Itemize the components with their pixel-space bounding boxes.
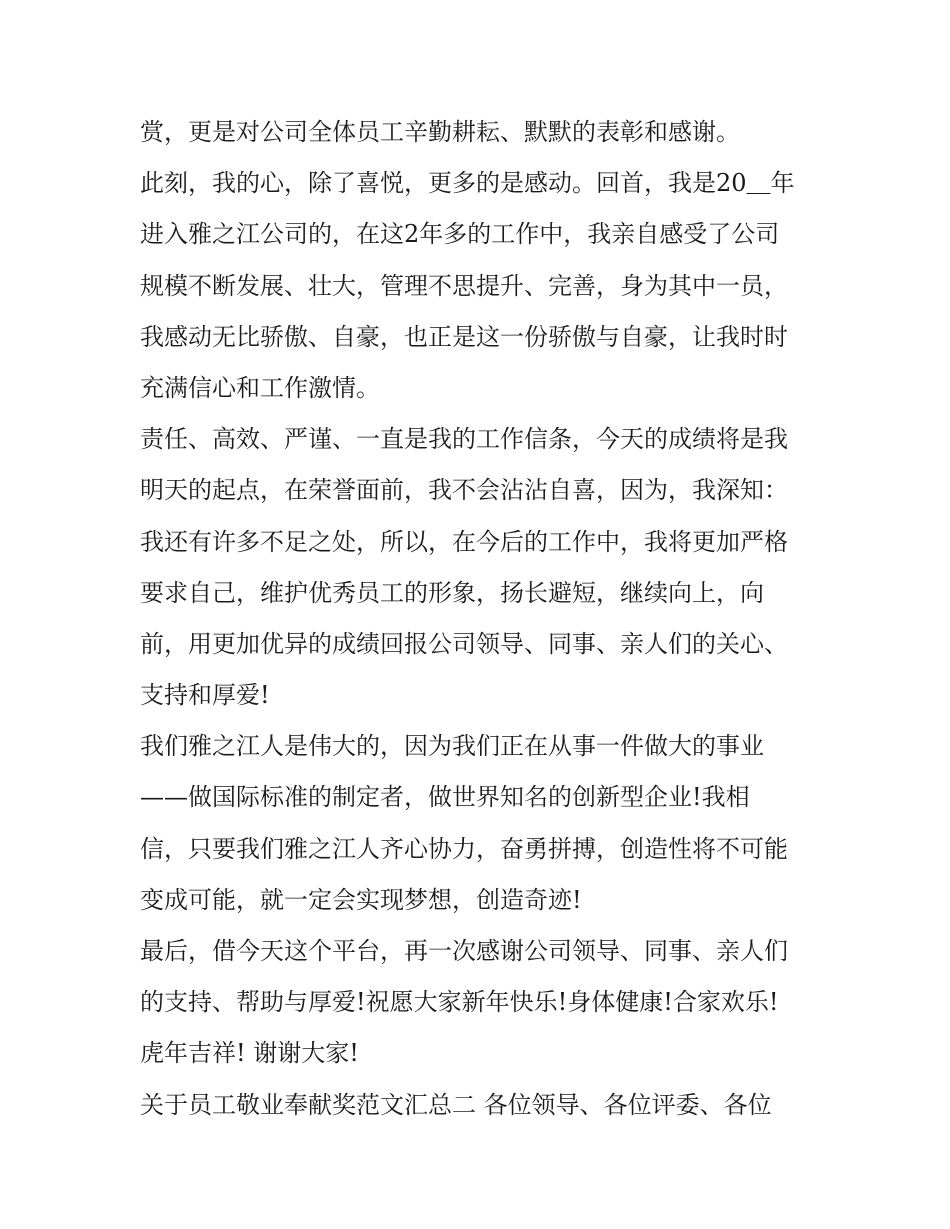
document-body [140,107,820,1131]
text-line: 我还有许多不足之处，所以，在今后的工作中，我将更加严格 [140,527,788,556]
text-line: 信，只要我们雅之江人齐心协力，奋勇拼搏，创造性将不可能 [140,834,788,863]
text-line: 支持和厚爱! [140,681,270,710]
text-line: 我感动无比骄傲、自豪，也正是这一份骄傲与自豪，让我时时 [140,322,788,351]
text-line: 的支持、帮助与厚爱!祝愿大家新年快乐!身体健康!合家欢乐! [140,988,779,1017]
text-line: 规模不断发展、壮大，管理不思提升、完善，身为其中一员， [140,271,788,300]
text-line: 要求自己，维护优秀员工的形象，扬长避短，继续向上，向 [140,578,764,607]
text-line: 明天的起点，在荣誉面前，我不会沾沾自喜，因为，我深知： [140,476,788,505]
text-line: 最后，借今天这个平台，再一次感谢公司领导、同事、亲人们 [140,937,788,965]
text-line: 责任、高效、严谨、一直是我的工作信条，今天的成绩将是我 [140,425,788,454]
text-line: 赏，更是对公司全体员工辛勤耕耘、默默的表彰和感谢。 [140,118,740,146]
text-line: 虎年吉祥! 谢谢大家! [140,1039,359,1068]
text-line: 充满信心和工作激情。 [140,373,380,402]
text-line: ——做国际标准的制定者，做世界知名的创新型企业!我相 [140,783,750,812]
text-line: 进入雅之江公司的，在这2年多的工作中，我亲自感受了公司 [140,220,780,249]
text-line: 前，用更加优异的成绩回报公司领导、同事、亲人们的关心、 [140,629,788,658]
text-line: 关于员工敬业奉献奖范文汇总二 各位领导、各位评委、各位 [140,1090,772,1119]
text-line: 我们雅之江人是伟大的，因为我们正在从事一件做大的事业 [140,732,764,761]
text-line: 此刻，我的心，除了喜悦，更多的是感动。回首，我是20＿年 [140,169,795,198]
text-line: 变成可能，就一定会实现梦想，创造奇迹! [140,885,582,914]
